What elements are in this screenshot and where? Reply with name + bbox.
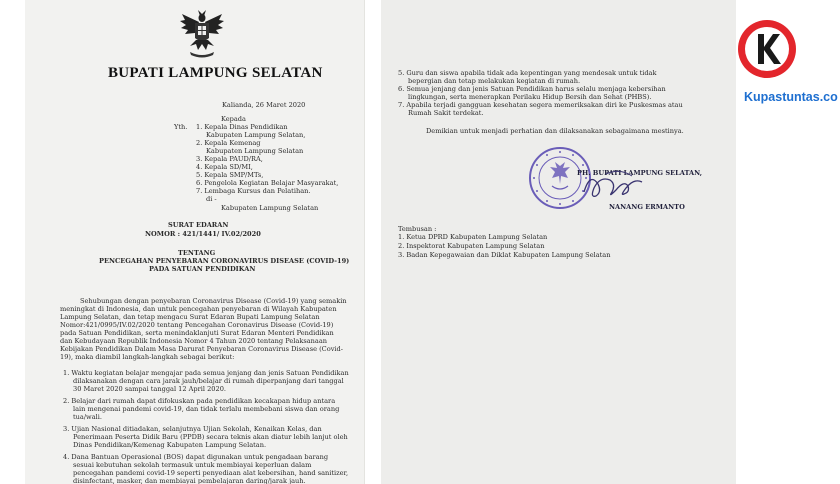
tentang-label: TENTANG (178, 249, 216, 257)
instruction-line: disinfectant, masker, dan membiayai pembelajaran daring/jarak jauh. (73, 477, 306, 484)
subject-line-1: PENCEGAHAN PENYEBARAN CORONAVIRUS DISEASE (COVID-19) (99, 257, 350, 265)
signatory-title: PH. BUPATI LAMPUNG SELATAN, (577, 169, 703, 177)
recipient-item: 3. Kepala PAUD/RA, (196, 155, 263, 163)
instruction-line: sesuai kebutuhan sekolah termasuk untuk membiayai keperluan dalam (73, 461, 312, 469)
recipient-item: Kabupaten Lampung Selatan (206, 147, 304, 155)
intro-line: Sehubungan dengan penyebaran Coronavirus Disease (Covid-19) yang semakin (80, 297, 347, 305)
instruction-line: lain mengenai pandemi covid-19, dan tidak terlalu membebani siswa dan orang (73, 405, 340, 413)
intro-line: meningkat di Indonesia, dan untuk pencegahan penyebaran di Wilayah Kabupaten (60, 305, 337, 313)
signatory-name: NANANG ERMANTO (609, 203, 685, 211)
instruction-line: 30 Maret 2020 sampai tanggal 12 April 2020. (73, 385, 226, 393)
place-date: Kalianda, 26 Maret 2020 (222, 101, 306, 109)
cc-item: 3. Badan Kepegawaian dan Diklat Kabupaten Lampung Selatan (398, 251, 611, 259)
recipient-item: 1. Kepala Dinas Pendidikan (196, 123, 288, 131)
recipient-item: 2. Kepala Kemenag (196, 139, 261, 147)
instruction-line: tua/wali. (73, 413, 102, 421)
intro-line: Nomor:421/0995/IV.02/2020 tentang Pencegahan Coronavirus Disease (Covid-19) (60, 321, 334, 329)
intro-line: 19), maka diambil langkah-langkah sebagai berikut: (60, 353, 235, 361)
recipient-item: Kabupaten Lampung Selatan, (206, 131, 306, 139)
closing-sentence: Demikian untuk menjadi perhatian dan dilaksanakan sebagaimana mestinya. (426, 127, 684, 135)
kupastuntas-logo (736, 18, 798, 80)
instruction-line: pencegahan pandemi covid-19 seperti penyediaan alat kebersihan, hand sanitizer, (73, 469, 349, 477)
di-label: di - (206, 195, 217, 203)
cc-heading: Tembusan : (398, 225, 437, 233)
intro-line: Kebijakan Pendidikan Dalam Masa Darurat Penyebaran Coronavirus Disease (Covid- (60, 345, 343, 353)
intro-line: dan Kebudayaan Republik Indonesia Nomor 4 Tahun 2020 tentang Pelaksanaan (60, 337, 327, 345)
instruction-line: Dinas Pendidikan/Kemenag Kabupaten Lampung Selatan. (73, 441, 267, 449)
instruction-line: 3. Ujian Nasional ditiadakan, selanjutnya Ujian Sekolah, Kenaikan Kelas, dan (63, 425, 322, 433)
letter-page-2 (381, 0, 736, 484)
subject-line-2: PADA SATUAN PENDIDIKAN (149, 265, 256, 273)
letter-heading: BUPATI LAMPUNG SELATAN (108, 65, 323, 81)
brand-site-name[interactable]: Kupastuntas.co (744, 90, 838, 104)
instruction-line: lingkungan, serta menerapkan Perilaku Hidup Bersih dan Sehat (PHBS). (408, 93, 652, 101)
signature (580, 166, 650, 204)
cc-item: 2. Inspektorat Kabupaten Lampung Selatan (398, 242, 545, 250)
instruction-line: dilaksanakan dengan cara jarak jauh/belajar di rumah diperpanjang dari tanggal (73, 377, 344, 385)
letter-number: NOMOR : 421/1441/ IV.02/2020 (145, 230, 261, 238)
recipient-item: 6. Pengelola Kegiatan Belajar Masyarakat, (196, 179, 339, 187)
letter-type: SURAT EDARAN (168, 221, 229, 229)
intro-line: Lampung Selatan, dan tetap mengacu Surat Edaran Bupati Lampung Selatan (60, 313, 320, 321)
yth-label: Yth. (174, 123, 188, 131)
instruction-line: Rumah Sakit terdekat. (408, 109, 484, 117)
instruction-line: 1. Waktu kegiatan belajar mengajar pada semua jenjang dan jenis Satuan Pendidikan (63, 369, 349, 377)
instruction-line: bepergian dan tetap melakukan kegiatan di rumah. (408, 77, 581, 85)
recipient-item: 4. Kepala SD/MI, (196, 163, 253, 171)
kepada-label: Kepada (221, 115, 246, 123)
instruction-line: Penerimaan Peserta Didik Baru (PPDB) secara teknis akan diatur lebih lanjut oleh (73, 433, 348, 441)
recipient-item: 7. Lembaga Kursus dan Pelatihan. (196, 187, 311, 195)
instruction-line: 6. Semua jenjang dan jenis Satuan Pendidikan harus selalu menjaga kebersihan (398, 85, 666, 93)
recipient-location: Kabupaten Lampung Selatan (221, 204, 319, 212)
instruction-line: 7. Apabila terjadi gangguan kesehatan segera memeriksakan diri ke Puskesmas atau (398, 101, 683, 109)
garuda-emblem-icon (176, 8, 228, 60)
instruction-line: 5. Guru dan siswa apabila tidak ada kepentingan yang mendesak untuk tidak (398, 69, 657, 77)
recipient-item: 5. Kepala SMP/MTs, (196, 171, 264, 179)
cc-item: 1. Ketua DPRD Kabupaten Lampung Selatan (398, 233, 548, 241)
letter-page-1 (25, 0, 365, 484)
instruction-line: 2. Belajar dari rumah dapat difokuskan pada pendidikan kecakapan hidup antara (63, 397, 336, 405)
intro-line: pada Satuan Pendidikan, serta menindaklanjuti Surat Edaran Menteri Pendidikan (60, 329, 334, 337)
instruction-line: 4. Dana Bantuan Operasional (BOS) dapat digunakan untuk pengadaan barang (63, 453, 329, 461)
